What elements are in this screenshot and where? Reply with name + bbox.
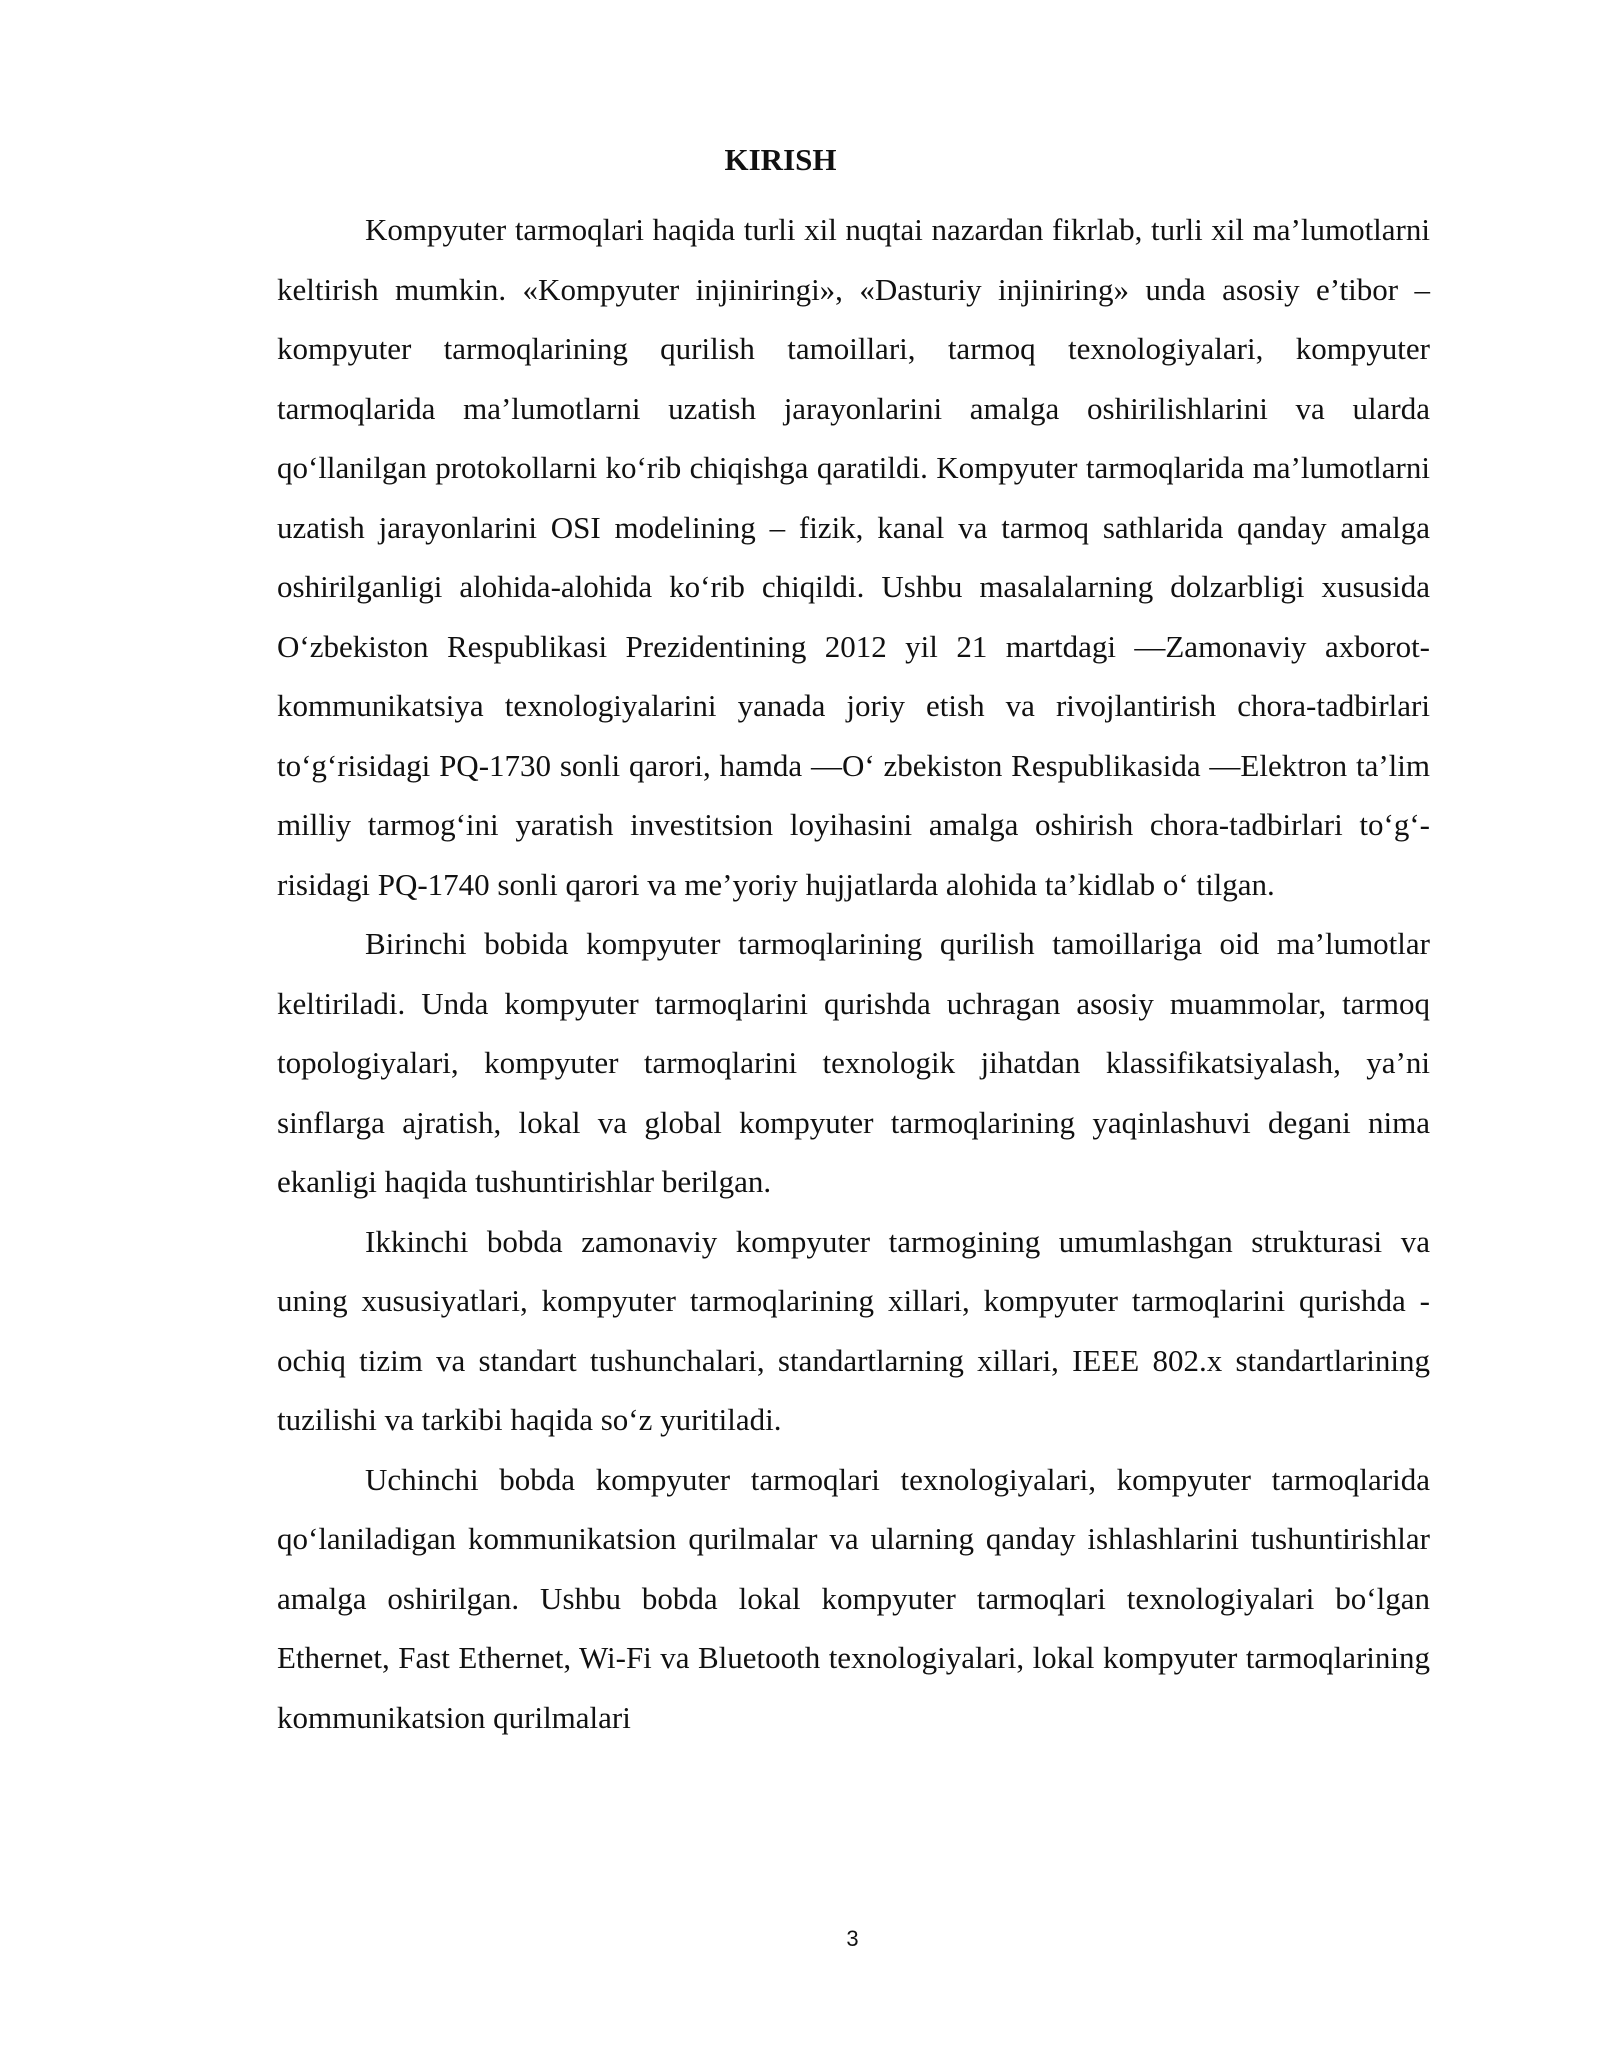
paragraph-chapter-one: Birinchi bobida kompyuter tarmoqlarining qurilish tamoillariga oid ma’lumotlar keltiriladi. Unda kompyuter tarmoqlarini qurishda uchragan asosiy muammolar, tarmoq topologiyalari, kompyuter tarmoqlarini texnologik jihatdan klassifikatsiyalash, ya’ni sinflarga ajratish, lokal va global kompyuter tarmoqlarining yaqinlashuvi degani nima ekanligi haqida tushuntirishlar berilgan. <box>277 926 1430 1199</box>
paragraph-intro: Kompyuter tarmoqlari haqida turli xil nuqtai nazardan fikrlab, turli xil ma’lumotlarni keltirish mumkin. «Kompyuter injiniringi», «Dasturiy injiniring» unda asosiy e’tibor – kompyuter tarmoqlarining qurilish tamoillari, tarmoq texnologiyalari, kompyuter tarmoqlarida ma’lumotlarni uzatish jarayonlarini amalga oshirilishlarini va ularda qo‘llanilgan protokollarni ko‘rib chiqishga qaratildi. Kompyuter tarmoqlarida ma’lumotlarni uzatish jarayonlarini OSI modelining – fizik, kanal va tarmoq sathlarida qanday amalga oshirilganligi alohida-alohida ko‘rib chiqildi. Ushbu masalalarning dolzarbligi xususida O‘zbekiston Respublikasi Prezidentining 2012 yil 21 martdagi ―Zamonaviy axborot-kommunikatsiya texnologiyalarini yanada joriy etish va rivojlantirish chora-tadbirlari to‘g‘risidagi PQ-1730 sonli qarori, hamda ―O‘ zbekiston Respublikasida ―Elektron ta’lim milliy tarmog‘ini yaratish investitsion loyihasini amalga oshirish chora-tadbirlari to‘g‘- risidagi PQ-1740 sonli qarori va me’yoriy hujjatlarda alohida ta’kidlab o‘ tilgan. <box>277 212 1430 902</box>
paragraph-chapter-three: Uchinchi bobda kompyuter tarmoqlari texnologiyalari, kompyuter tarmoqlarida qo‘laniladigan kommunikatsion qurilmalar va ularning qanday ishlashlarini tushuntirishlar amalga oshirilgan. Ushbu bobda lokal kompyuter tarmoqlari texnologiyalari bo‘lgan Ethernet, Fast Ethernet, Wi-Fi va Bluetooth texnologiyalari, lokal kompyuter tarmoqlarining kommunikatsion qurilmalari <box>277 1461 1430 1735</box>
document-body <box>277 136 1430 1747</box>
page-number: 3 <box>846 1926 859 1951</box>
paragraph-chapter-two: Ikkinchi bobda zamonaviy kompyuter tarmogining umumlashgan strukturasi va uning xususiyatlari, kompyuter tarmoqlarining xillari, kompyuter tarmoqlarini qurishda - ochiq tizim va standart tushunchalari, standartlarning xillari, IEEE 802.x standartlarining tuzilishi va tarkibi haqida so‘z yuritiladi. <box>277 1223 1430 1437</box>
page-title: KIRISH <box>724 142 837 177</box>
